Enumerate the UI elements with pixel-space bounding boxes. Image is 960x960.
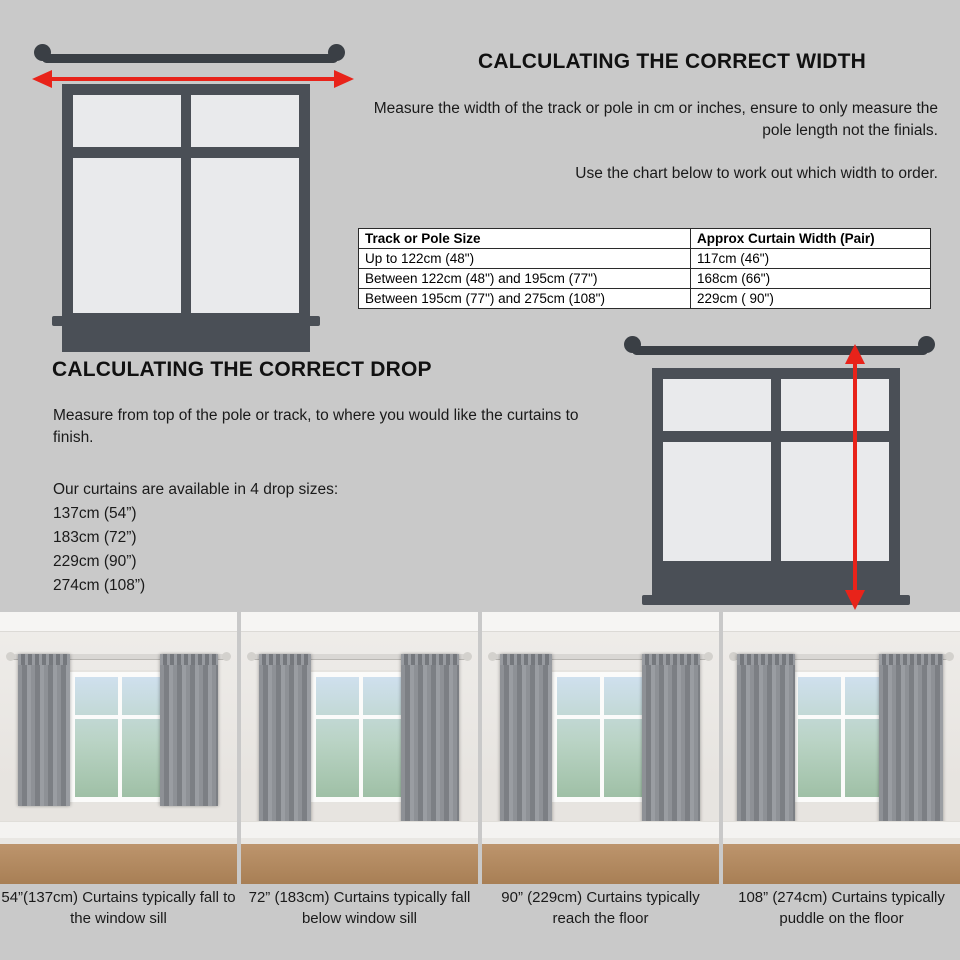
curtain-length-examples	[0, 612, 960, 960]
window-mullion	[798, 715, 888, 719]
room-window	[793, 672, 893, 802]
example-cell-72	[241, 612, 478, 960]
photo-108	[723, 612, 960, 884]
window-mullion	[557, 715, 647, 719]
table-cell-track-size: Between 122cm (48") and 195cm (77")	[359, 269, 691, 289]
window-pane-bottom-left	[73, 158, 181, 313]
photo-90	[482, 612, 719, 884]
room-skirting	[723, 821, 960, 838]
window-pane-top-right	[191, 95, 299, 147]
table-cell-curtain-width: 117cm (46")	[691, 249, 931, 269]
window-pane-bottom-right	[191, 158, 299, 313]
table-cell-track-size: Up to 122cm (48")	[359, 249, 691, 269]
rod-finial-right	[463, 652, 472, 661]
curtain-right	[401, 654, 459, 836]
table-header-row	[359, 229, 931, 249]
table-cell-curtain-width: 229cm ( 90")	[691, 289, 931, 309]
drop-size-183: 183cm (72”)	[53, 529, 137, 546]
curtain-left	[18, 654, 70, 806]
rod-finial-right	[945, 652, 954, 661]
photo-72	[241, 612, 478, 884]
room-ceiling	[482, 612, 719, 632]
example-cell-54	[0, 612, 237, 960]
example-cell-90	[482, 612, 719, 960]
room-floor	[241, 838, 478, 884]
curtain-pole	[42, 54, 338, 63]
curtain-pole	[632, 346, 928, 355]
drop-arrow-head-bottom	[845, 590, 865, 610]
rod-finial-left	[6, 652, 15, 661]
window-pane-bottom-right	[781, 442, 889, 561]
rod-finial-left	[247, 652, 256, 661]
window-pane-bottom-left	[663, 442, 771, 561]
pole-finial-right	[918, 336, 935, 353]
example-caption-54: 54”(137cm) Curtains typically fall to the window sill	[1, 889, 236, 927]
example-caption-90: 90” (229cm) Curtains typically reach the floor	[501, 889, 700, 927]
width-arrow-head-right	[334, 70, 354, 88]
size-chart-table	[358, 228, 931, 309]
room-floor	[482, 838, 719, 884]
table-header-curtain-width: Approx Curtain Width (Pair)	[691, 229, 931, 249]
pole-finial-left	[34, 44, 51, 61]
curtain-left	[259, 654, 311, 836]
drop-window-diagram	[618, 340, 948, 615]
width-section-paragraph-2: Use the chart below to work out which width to order.	[575, 165, 938, 182]
table-cell-curtain-width: 168cm (66")	[691, 269, 931, 289]
photo-54	[0, 612, 237, 884]
room-floor	[723, 838, 960, 884]
width-window-diagram	[28, 48, 350, 323]
pole-finial-right	[328, 44, 345, 61]
room-skirting	[0, 821, 237, 838]
drop-arrow-line	[853, 362, 857, 594]
example-caption-72: 72” (183cm) Curtains typically fall below window sill	[248, 889, 471, 927]
width-section-title: CALCULATING THE CORRECT WIDTH	[478, 50, 867, 73]
width-section-paragraph-1: Measure the width of the track or pole in cm or inches, ensure to only measure the pole length not the finials.	[373, 100, 938, 139]
table-header-track-size: Track or Pole Size	[359, 229, 691, 249]
window-pane-top-right	[781, 379, 889, 431]
window-sill	[52, 316, 320, 326]
curtain-right	[160, 654, 218, 806]
width-arrow-head-left	[32, 70, 52, 88]
room-ceiling	[241, 612, 478, 632]
table-cell-track-size: Between 195cm (77") and 275cm (108")	[359, 289, 691, 309]
pole-finial-left	[624, 336, 641, 353]
drop-size-274: 274cm (108”)	[53, 577, 146, 594]
drop-size-137: 137cm (54”)	[53, 505, 137, 522]
drop-size-229: 229cm (90”)	[53, 553, 137, 570]
room-ceiling	[0, 612, 237, 632]
room-floor	[0, 838, 237, 884]
window-pane-top-left	[663, 379, 771, 431]
rod-finial-left	[488, 652, 497, 661]
example-caption-108: 108” (274cm) Curtains typically puddle on the floor	[738, 889, 945, 927]
drop-section-title: CALCULATING THE CORRECT DROP	[52, 358, 432, 381]
window-mullion	[316, 715, 406, 719]
window-sill	[642, 595, 910, 605]
room-window	[552, 672, 652, 802]
drop-section-paragraph-1: Measure from top of the pole or track, to where you would like the curtains to finish.	[53, 407, 579, 446]
window-mullion	[75, 715, 165, 719]
window-pane-top-left	[73, 95, 181, 147]
room-skirting	[241, 821, 478, 838]
example-cell-108	[723, 612, 960, 960]
rod-finial-right	[704, 652, 713, 661]
room-window	[311, 672, 411, 802]
room-window	[70, 672, 170, 802]
table-row	[359, 249, 931, 269]
room-skirting	[482, 821, 719, 838]
rod-finial-right	[222, 652, 231, 661]
table-row	[359, 269, 931, 289]
table-row	[359, 289, 931, 309]
drop-arrow-head-top	[845, 344, 865, 364]
width-arrow-line	[48, 77, 338, 81]
room-ceiling	[723, 612, 960, 632]
drop-section-paragraph-2: Our curtains are available in 4 drop sizes:	[53, 481, 339, 498]
